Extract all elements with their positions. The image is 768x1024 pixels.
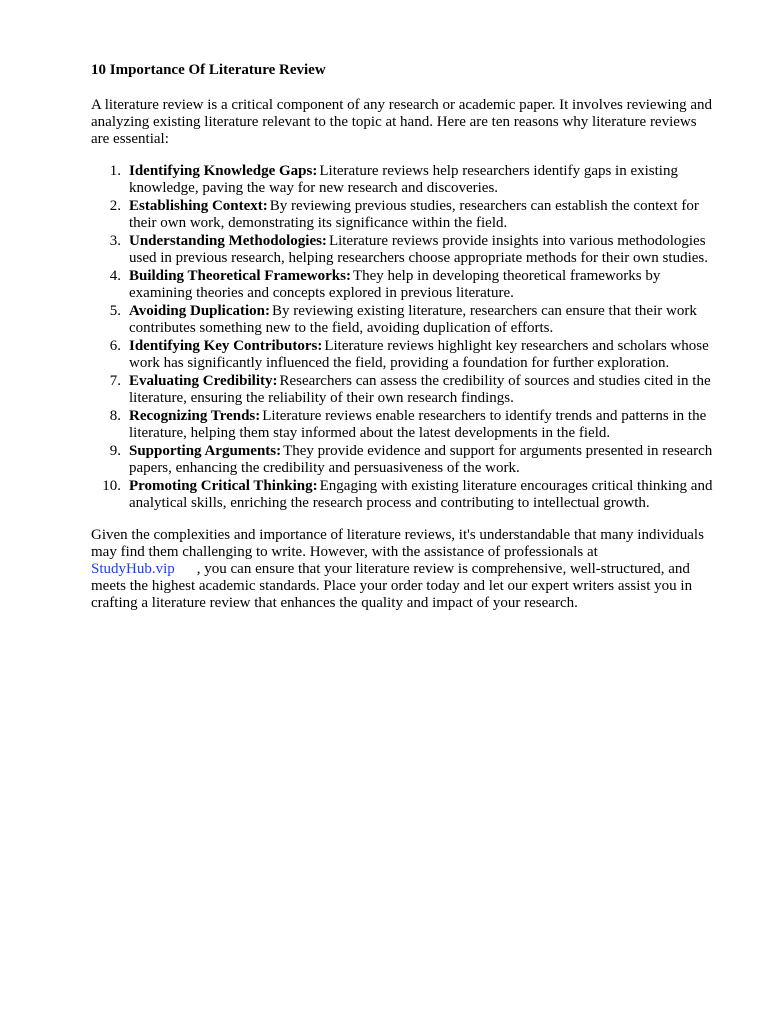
conclusion-text-before-link: Given the complexities and importance of literature reviews, it's understandable that many individuals may find them challenging to write. However, with the assistance of professionals at [91,527,704,560]
reason-number: 5. [109,303,121,319]
reason-description: Literature reviews help researchers identify gaps in existing knowledge, paving the way for new research and discoveries. [129,163,678,196]
conclusion-paragraph [91,527,716,612]
reason-term: Avoiding Duplication: [129,303,270,319]
reason-description: Literature reviews enable researchers to identify trends and patterns in the literature, helping them stay informed about the latest developments in the field. [129,408,707,441]
reason-term: Recognizing Trends: [129,408,261,424]
reason-description: Researchers can assess the credibility of sources and studies cited in the literature, ensuring the reliability of their own research findings. [129,373,711,406]
conclusion-text-after-link: , you can ensure that your literature review is comprehensive, well-structured, and meets the highest academic standards. Place your order today and let our expert writers assist you in crafting a literature review that enhances the quality and impact of your research. [91,561,693,611]
reason-item [91,268,716,302]
reason-item [91,233,716,267]
reason-item [91,163,716,197]
reason-term: Identifying Key Contributors: [129,338,323,354]
reason-term: Establishing Context: [129,198,268,214]
reason-item [91,303,716,337]
reason-term: Understanding Methodologies: [129,233,327,249]
reason-number: 7. [109,373,121,389]
reason-term: Identifying Knowledge Gaps: [129,163,318,179]
reason-number: 2. [109,198,121,214]
reason-term: Promoting Critical Thinking: [129,478,318,494]
reason-item [91,408,716,442]
reason-item [91,478,716,512]
reason-number: 3. [109,233,121,249]
document-title: 10 Importance Of Literature Review [91,62,326,78]
reason-number: 1. [109,163,121,179]
reason-description: By reviewing existing literature, researchers can ensure that their work contributes something new to the field, avoiding duplication of efforts. [129,303,697,336]
reason-description: Literature reviews highlight key researchers and scholars whose work has significantly influenced the field, providing a foundation for further exploration. [129,338,709,371]
reason-number: 10. [102,478,121,494]
reason-number: 8. [109,408,121,424]
reason-term: Evaluating Credibility: [129,373,278,389]
reason-item [91,443,716,477]
reason-term: Supporting Arguments: [129,443,282,459]
reason-term: Building Theoretical Frameworks: [129,268,351,284]
reason-item [91,338,716,372]
reason-number: 9. [109,443,121,459]
intro-paragraph: A literature review is a critical component of any research or academic paper. It involves reviewing and analyzing existing literature relevant to the topic at hand. Here are ten reasons why literature reviews are essential: [91,97,712,147]
reason-description: They help in developing theoretical frameworks by examining theories and concepts explored in previous literature. [129,268,661,301]
reason-item [91,373,716,407]
reason-number: 4. [109,268,121,284]
reason-number: 6. [109,338,121,354]
reason-description: They provide evidence and support for arguments presented in research papers, enhancing the credibility and persuasiveness of the work. [129,443,713,476]
reason-description: Literature reviews provide insights into various methodologies used in previous research, helping researchers choose appropriate methods for their own studies. [129,233,708,266]
reason-description: By reviewing previous studies, researchers can establish the context for their own work, demonstrating its significance within the field. [129,198,699,231]
reason-description: Engaging with existing literature encourages critical thinking and analytical skills, enriching the research process and contributing to intellectual growth. [129,478,713,511]
reasons-list [91,163,716,512]
reason-item [91,198,716,232]
studyhub-link[interactable]: StudyHub.vip [91,561,175,577]
